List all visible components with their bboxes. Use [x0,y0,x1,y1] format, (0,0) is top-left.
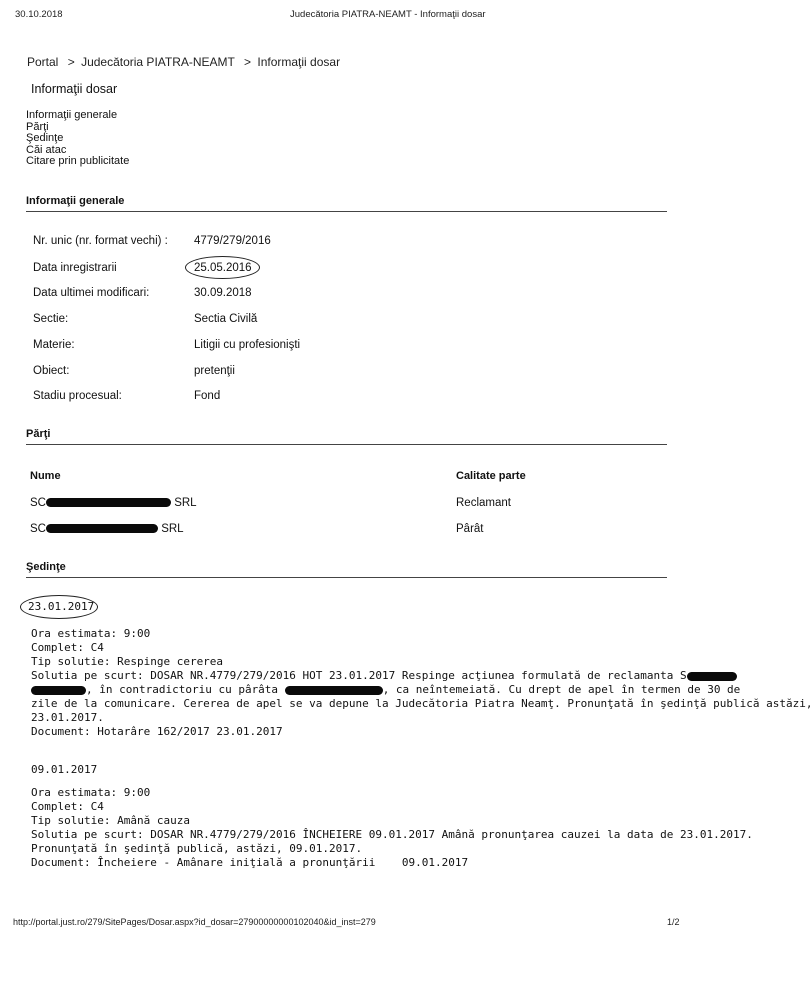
hearing-time: Ora estimata: 9:00 [31,786,151,799]
party-row [30,523,184,535]
summary-text: , în contradictoriu cu pârâta [86,683,279,696]
field-value: Fond [194,390,221,402]
hearing-document: Document: Încheiere - Amânare iniţială a pronunţării 09.01.2017 [31,856,469,869]
parties-header-role: Calitate parte [456,470,526,482]
page-title: Informaţii dosar [31,82,118,96]
nav-link-parties[interactable]: Părţi [26,120,49,133]
redaction-mark [285,686,383,695]
field-label: Nr. unic (nr. format vechi) : [33,235,168,247]
redaction-mark [31,686,86,695]
field-label: Data ultimei modificari: [33,287,150,299]
hearing-panel: Complet: C4 [31,641,104,654]
print-date: 30.10.2018 [15,9,63,20]
field-label: Materie: [33,339,75,351]
parties-header-name: Nume [30,470,61,482]
divider [26,211,667,212]
summary-text: , ca neîntemeiată. Cu drept de apel în termen de 30 de [382,683,741,696]
breadcrumb-current: Informaţii dosar [257,55,341,69]
breadcrumb-court[interactable]: Judecătoria PIATRA-NEAMT [81,55,235,69]
field-value: pretenţii [194,365,235,377]
hearing-document: Document: Hotarâre 162/2017 23.01.2017 [31,725,283,738]
party-row [30,497,197,509]
section-title-parties: Părţi [26,428,51,440]
divider [26,577,667,578]
nav-link-appeals[interactable]: Căi atac [26,143,67,156]
hearing-summary: Pronunţată în şedinţă publică, astăzi, 09.01.2017. [31,842,363,855]
redaction-mark [46,498,171,507]
field-value: Sectia Civilă [194,313,258,325]
field-label: Obiect: [33,365,70,377]
field-label: Sectie: [33,313,69,325]
hearing-summary: 23.01.2017. [31,711,104,724]
nav-link-publicity[interactable]: Citare prin publicitate [26,155,130,167]
page-number: 1/2 [667,917,680,927]
section-title-general: Informaţii generale [26,195,125,207]
field-value: 4779/279/2016 [194,235,271,247]
footer-url: http://portal.just.ro/279/SitePages/Dosar.aspx?id_dosar=27900000000102040&id_inst=279 [13,917,376,927]
breadcrumb-separator: > [67,55,75,69]
hearing-solution-type: Tip solutie: Amână cauza [31,814,190,827]
field-value: 30.09.2018 [194,287,252,299]
hand-drawn-circle [20,595,98,619]
hearing-panel: Complet: C4 [31,800,104,813]
breadcrumb-separator: > [244,55,252,69]
nav-link-hearings[interactable]: Şedinţe [26,132,64,144]
nav-link-general[interactable]: Informaţii generale [26,109,118,121]
print-title: Judecătoria PIATRA-NEAMT - Informaţii dosar [290,9,486,20]
hearing-date: 09.01.2017 [31,763,98,776]
section-nav [26,110,129,168]
breadcrumb-portal[interactable]: Portal [27,55,59,69]
hearing-solution-type: Tip solutie: Respinge cererea [31,655,224,668]
party-name-suffix: SRL [174,497,197,509]
hearing-summary [31,669,687,683]
party-role: Reclamant [456,497,511,509]
field-value: 25.05.2016 [194,262,252,274]
summary-text: Solutia pe scurt: DOSAR NR.4779/279/2016 HOT 23.01.2017 Respinge acţiunea formulată de reclamanta S [31,669,687,682]
section-title-hearings: Şedinţe [26,561,66,573]
hearing-time: Ora estimata: 9:00 [31,627,151,640]
party-name-prefix: SC [30,523,46,535]
hearing-details [31,786,753,870]
divider [26,444,667,445]
hearing-summary [31,683,741,697]
redaction-mark [687,672,737,681]
hearing-summary: Solutia pe scurt: DOSAR NR.4779/279/2016 ÎNCHEIERE 09.01.2017 Amână pronunţarea cauzei la data de 23.01.2017. [31,828,753,841]
hand-drawn-circle [185,256,260,279]
party-name-suffix: SRL [161,523,184,535]
field-label: Stadiu procesual: [33,390,122,402]
party-name-prefix: SC [30,497,46,509]
field-value: Litigii cu profesionişti [194,339,301,351]
hearing-date: 23.01.2017 [28,600,95,613]
hearing-details [31,627,812,739]
redaction-mark [46,524,158,533]
hearing-summary: zile de la comunicare. Cererea de apel se va depune la Judecătoria Piatra Neamţ. Pronunţată în şedinţă publică astăzi, [31,697,812,710]
field-label: Data inregistrarii [33,262,117,274]
party-role: Pârât [456,523,484,535]
breadcrumb [27,55,340,69]
